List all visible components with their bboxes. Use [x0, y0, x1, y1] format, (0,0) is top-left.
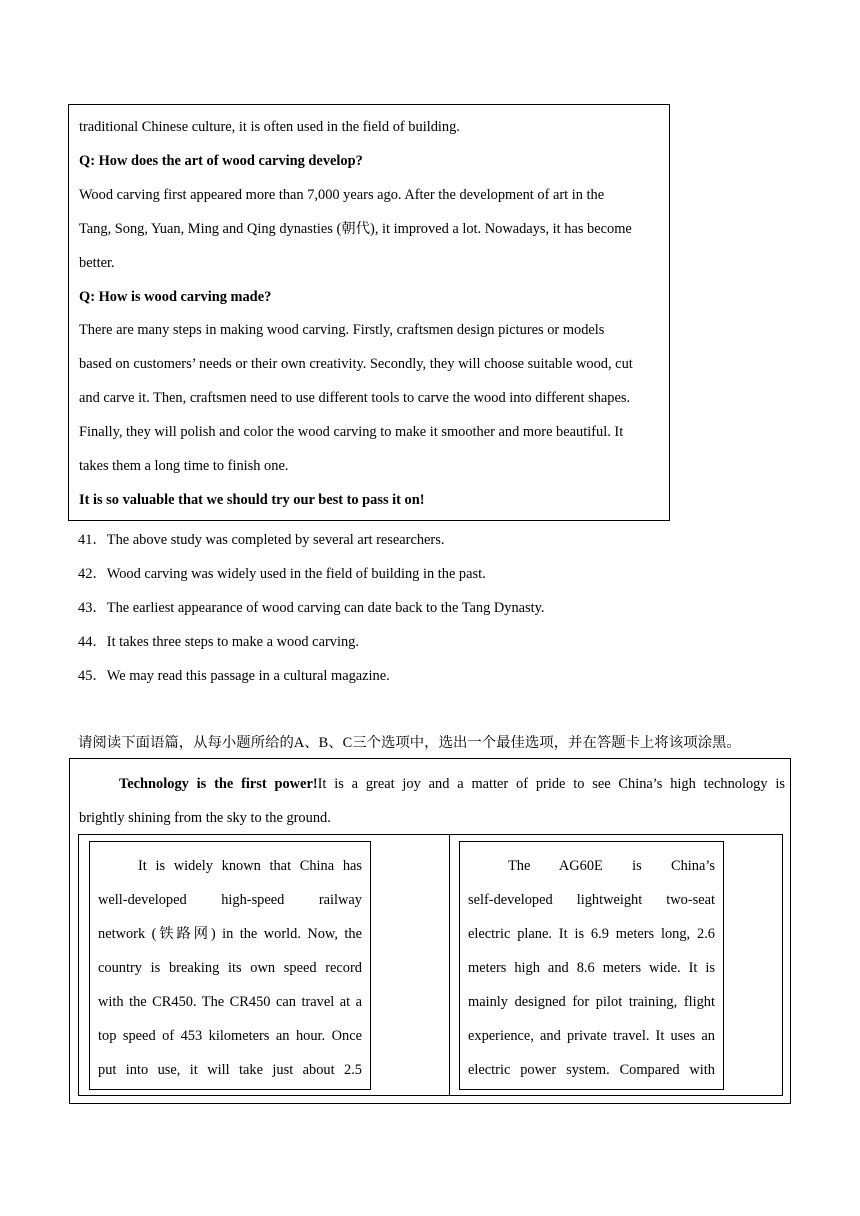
- passage-line: takes them a long time to finish one.: [79, 458, 289, 474]
- card-line: mainly designed for pilot training, flight: [468, 994, 715, 1010]
- card-line: with the CR450. The CR450 can travel at a: [98, 994, 362, 1010]
- ag60e-card: [459, 841, 724, 1090]
- card-line: well-developed high-speed railway: [98, 892, 362, 908]
- card-line: put into use, it will take just about 2.5: [98, 1062, 362, 1078]
- question-heading: Q: How does the art of wood carving develop?: [79, 153, 363, 169]
- card-line: country is breaking its own speed record: [98, 960, 362, 976]
- technology-passage-box: [69, 758, 791, 1104]
- column-divider: [449, 835, 450, 1095]
- passage-box: [68, 104, 670, 521]
- passage-line: based on customers’ needs or their own creativity. Secondly, they will choose suitable wood, cut: [79, 356, 633, 372]
- question-42: 42．Wood carving was widely used in the field of building in the past.: [78, 566, 486, 582]
- intro-line-2: brightly shining from the sky to the ground.: [79, 810, 331, 826]
- card-line: It is widely known that China has: [138, 858, 362, 874]
- question-heading: Q: How is wood carving made?: [79, 289, 272, 305]
- passage-line: Wood carving first appeared more than 7,000 years ago. After the development of art in the: [79, 187, 605, 203]
- question-43: 43．The earliest appearance of wood carving can date back to the Tang Dynasty.: [78, 600, 545, 616]
- question-41: 41．The above study was completed by several art researchers.: [78, 532, 445, 548]
- closing-statement: It is so valuable that we should try our best to pass it on!: [79, 492, 425, 508]
- passage-line: traditional Chinese culture, it is often used in the field of building.: [79, 119, 460, 135]
- intro-text: It is a great joy and a matter of pride to see China’s high technology is: [317, 776, 785, 792]
- card-line: self-developed lightweight two-seat: [468, 892, 715, 908]
- passage-line: There are many steps in making wood carving. Firstly, craftsmen design pictures or models: [79, 322, 605, 338]
- card-line: The AG60E is China’s: [508, 858, 715, 874]
- card-line: top speed of 453 kilometers an hour. Once: [98, 1028, 362, 1044]
- instruction-text: 请阅读下面语篇，从每小题所给的A、B、C三个选项中，选出一个最佳选项，并在答题卡上将该项涂黑。: [78, 735, 741, 751]
- passage-line: better.: [79, 255, 115, 271]
- cards-frame: [78, 834, 783, 1096]
- cr450-card: [89, 841, 371, 1090]
- card-line: electric plane. It is 6.9 meters long, 2.6: [468, 926, 715, 942]
- card-line: network (铁路网) in the world. Now, the: [98, 926, 362, 942]
- card-line: meters high and 8.6 meters wide. It is: [468, 960, 715, 976]
- passage-line: Finally, they will polish and color the wood carving to make it smoother and more beautiful. It: [79, 424, 624, 440]
- question-45: 45．We may read this passage in a cultural magazine.: [78, 668, 390, 684]
- passage-line: and carve it. Then, craftsmen need to use different tools to carve the wood into different shapes.: [79, 390, 631, 406]
- intro-bold-title: Technology is the first power!: [119, 776, 318, 792]
- question-44: 44．It takes three steps to make a wood carving.: [78, 634, 359, 650]
- intro-line: [79, 774, 785, 794]
- card-line: electric power system. Compared with: [468, 1062, 715, 1078]
- passage-line: Tang, Song, Yuan, Ming and Qing dynasties (朝代), it improved a lot. Nowadays, it has become: [79, 221, 632, 237]
- card-line: experience, and private travel. It uses an: [468, 1028, 715, 1044]
